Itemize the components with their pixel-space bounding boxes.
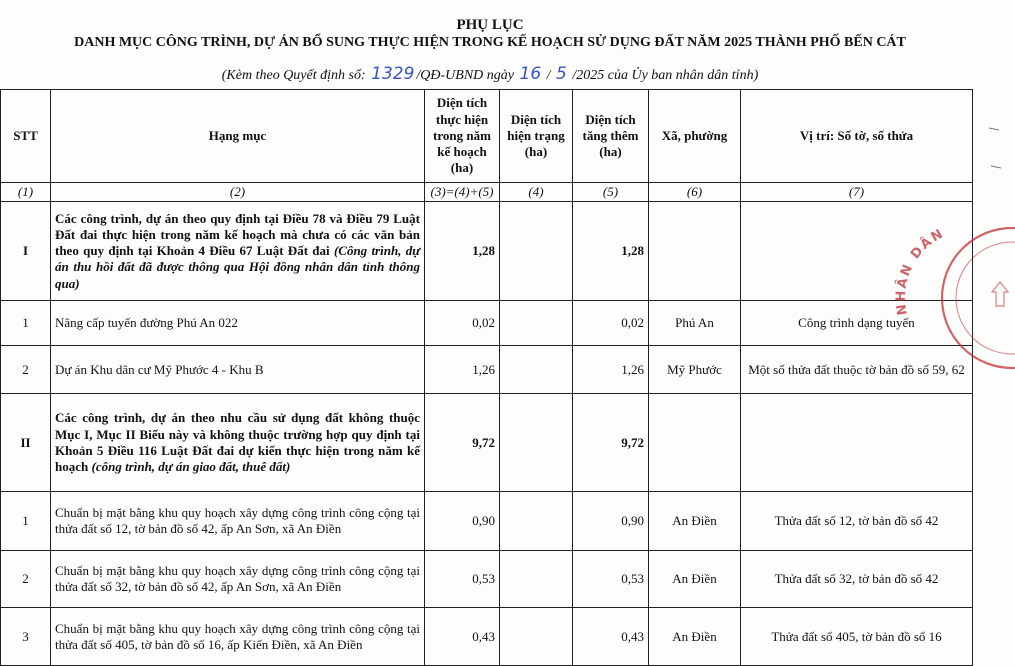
section-row (1, 202, 973, 301)
row-total-area: 1,26 (425, 346, 500, 394)
table-row (1, 551, 973, 608)
page-title: PHỤ LỤC (456, 17, 524, 33)
section-title (51, 202, 425, 301)
row-name: Chuẩn bị mặt bằng khu quy hoạch xây dựng công trình công cộng tại thửa đất số 12, tờ bản đồ số 42, ấp An Sơn, xã An Điền (51, 492, 425, 551)
column-code: (3)=(4)+(5) (425, 183, 500, 202)
row-current-area (500, 346, 573, 394)
section-text: Các công trình, dự án theo quy định tại Điều 78 và Điều 79 Luật Đất đai thực hiện trong năm kế hoạch mà chưa có các văn bản theo quy định tại Khoản 4 Điều 67 Luật Đất đai (55, 210, 420, 259)
page-edge-marks (985, 120, 1013, 180)
section-location (741, 394, 973, 492)
section-ward (649, 202, 741, 301)
row-increase-area: 0,53 (573, 551, 649, 608)
row-ward: An Điền (649, 492, 741, 551)
row-current-area (500, 551, 573, 608)
column-header-stt: STT (1, 90, 51, 183)
row-name: Dự án Khu dân cư Mỹ Phước 4 - Khu B (51, 346, 425, 394)
row-total-area: 0,43 (425, 608, 500, 666)
decision-month: 5 (556, 64, 567, 84)
row-increase-area: 1,26 (573, 346, 649, 394)
column-code: (7) (741, 183, 973, 202)
row-increase-area: 0,02 (573, 301, 649, 346)
section-total-area: 1,28 (425, 202, 500, 301)
section-ward (649, 394, 741, 492)
page-subtitle: DANH MỤC CÔNG TRÌNH, DỰ ÁN BỔ SUNG THỰC HIỆN TRONG KẾ HOẠCH SỬ DỤNG ĐẤT NĂM 2025 THÀNH PHỐ BẾN CÁT (74, 35, 906, 50)
decision-prefix: (Kèm theo Quyết định số: (221, 68, 366, 83)
column-header-location: Vị trí: Số tờ, số thửa (741, 90, 973, 183)
section-title (51, 394, 425, 492)
column-header-item: Hạng mục (51, 90, 425, 183)
column-code: (4) (500, 183, 573, 202)
decision-number: 1329 (371, 64, 415, 84)
row-increase-area: 0,90 (573, 492, 649, 551)
row-stt: 1 (1, 301, 51, 346)
table-row (1, 492, 973, 551)
column-code: (5) (573, 183, 649, 202)
row-current-area (500, 492, 573, 551)
column-header-ward: Xã, phường (649, 90, 741, 183)
column-header-current-area: Diện tích hiện trạng (ha) (500, 90, 573, 183)
decision-mid: /QĐ-UBND ngày (416, 68, 514, 83)
row-current-area (500, 608, 573, 666)
section-current-area (500, 202, 573, 301)
official-seal-stamp (893, 222, 1010, 382)
row-current-area (500, 301, 573, 346)
section-row (1, 394, 973, 492)
row-name: Chuẩn bị mặt bằng khu quy hoạch xây dựng công trình công cộng tại thửa đất số 32, tờ bản đồ số 42, ấp An Sơn, xã An Điền (51, 551, 425, 608)
row-location: Thửa đất số 32, tờ bản đồ số 42 (741, 551, 973, 608)
section-number: I (1, 202, 51, 301)
row-name: Nâng cấp tuyến đường Phú An 022 (51, 301, 425, 346)
row-increase-area: 0,43 (573, 608, 649, 666)
row-ward: An Điền (649, 608, 741, 666)
seal-lettering: NHÂN DÂN (893, 225, 948, 317)
row-ward: An Điền (649, 551, 741, 608)
column-code-row (1, 183, 973, 202)
section-increase-area: 1,28 (573, 202, 649, 301)
row-total-area: 0,53 (425, 551, 500, 608)
row-location: Thửa đất số 405, tờ bản đồ số 16 (741, 608, 973, 666)
row-stt: 1 (1, 492, 51, 551)
section-total-area: 9,72 (425, 394, 500, 492)
row-ward: Mỹ Phước (649, 346, 741, 394)
table-row (1, 301, 973, 346)
column-code: (2) (51, 183, 425, 202)
row-stt: 2 (1, 551, 51, 608)
column-header-increase-area: Diện tích tăng thêm (ha) (573, 90, 649, 183)
row-location: Thửa đất số 12, tờ bản đồ số 42 (741, 492, 973, 551)
column-header-total-area: Diện tích thực hiện trong năm kế hoạch (ha) (425, 90, 500, 183)
row-total-area: 0,02 (425, 301, 500, 346)
section-current-area (500, 394, 573, 492)
section-note: (Công trình, dự án thu hồi đất đã được thông qua Hội đồng nhân dân tỉnh thông qua) (55, 243, 420, 291)
decision-day: 16 (519, 64, 542, 84)
table-row (1, 346, 973, 394)
column-code: (6) (649, 183, 741, 202)
row-name: Chuẩn bị mặt bằng khu quy hoạch xây dựng công trình công cộng tại thửa đất số 405, tờ bản đồ số 16, ấp Kiến Điền, xã An Điền (51, 608, 425, 666)
decision-suffix: /2025 của Ủy ban nhân dân tỉnh) (572, 68, 759, 83)
row-ward: Phú An (649, 301, 741, 346)
section-number: II (1, 394, 51, 492)
project-table (0, 89, 973, 666)
row-total-area: 0,90 (425, 492, 500, 551)
row-location: Một số thửa đất thuộc tờ bản đồ số 59, 62 (741, 346, 973, 394)
column-code: (1) (1, 183, 51, 202)
row-location: Công trình dạng tuyến (741, 301, 973, 346)
decision-date-separator: / (546, 68, 551, 83)
row-stt: 3 (1, 608, 51, 666)
section-increase-area: 9,72 (573, 394, 649, 492)
section-text: Các công trình, dự án theo nhu cầu sử dụng đất không thuộc Mục I, Mục II Biểu này và không thuộc trường hợp quy định tại Khoản 5 Điều 116 Luật Đất đai dự kiến thực hiện trong năm kế hoạch (55, 410, 420, 474)
decision-reference (0, 64, 980, 84)
section-note: (công trình, dự án giao đất, thuê đất) (91, 459, 291, 474)
table-header-row (1, 90, 973, 183)
row-stt: 2 (1, 346, 51, 394)
table-row (1, 608, 973, 666)
